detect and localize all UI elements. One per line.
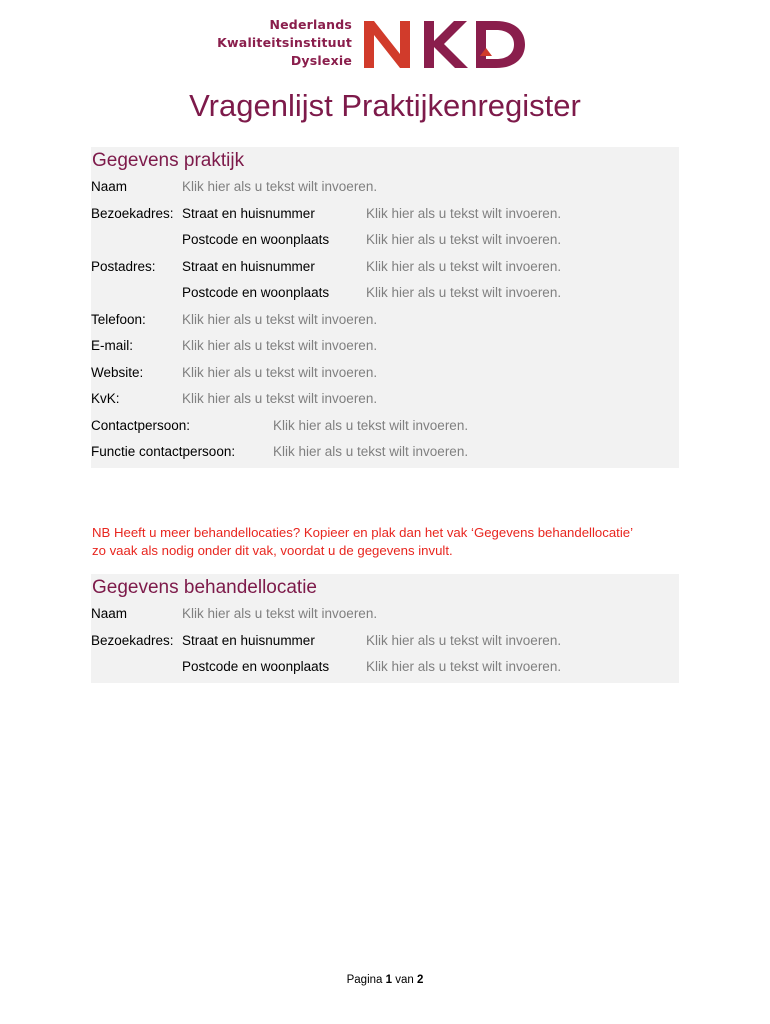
copy-notice (92, 524, 692, 560)
text-input-placeholder[interactable]: Klik hier als u tekst wilt invoeren. (366, 632, 562, 648)
field-label: E-mail: (91, 338, 134, 353)
notice-line: zo vaak als nodig onder dit vak, voordat u de gegevens invult. (92, 543, 453, 558)
text-input-placeholder[interactable]: Klik hier als u tekst wilt invoeren. (273, 417, 469, 433)
field-label: Bezoekadres: (91, 205, 174, 221)
logo-wordmark (217, 16, 352, 70)
form-row (91, 441, 679, 468)
field-label: Contactpersoon: (91, 417, 191, 433)
field-sublabel: Postcode en woonplaats (182, 232, 330, 247)
text-input-placeholder[interactable]: Klik hier als u tekst wilt invoeren. (182, 311, 378, 327)
form-row (91, 656, 679, 683)
field-label: Postadres: (91, 258, 156, 274)
text-input-placeholder[interactable]: Klik hier als u tekst wilt invoeren. (182, 364, 378, 380)
field-label: Naam (91, 179, 128, 194)
form-rows (91, 176, 679, 468)
field-label: Naam (91, 606, 128, 621)
section-heading: Gegevens behandellocatie (92, 577, 318, 598)
form-row (91, 630, 679, 657)
text-input-placeholder[interactable]: Klik hier als u tekst wilt invoeren. (182, 338, 378, 353)
text-input-placeholder[interactable]: Klik hier als u tekst wilt invoeren. (182, 606, 378, 621)
logo-line: Dyslexie (290, 53, 352, 68)
logo-line: Nederlands (269, 17, 352, 32)
notice-line: NB Heeft u meer behandellocaties? Kopieer en plak dan het vak ‘Gegevens behandellocatie’ (92, 525, 634, 540)
logo-line: Kwaliteitsinstituut (217, 35, 352, 50)
field-label: Bezoekadres: (91, 632, 174, 648)
page-title: Vragenlijst Praktijkenregister (189, 88, 581, 123)
text-input-placeholder[interactable]: Klik hier als u tekst wilt invoeren. (366, 659, 562, 674)
field-label: Functie contactpersoon: (91, 444, 236, 459)
nkd-logo-mark (362, 18, 528, 70)
form-row (91, 256, 679, 283)
field-sublabel: Straat en huisnummer (182, 258, 315, 274)
form-row (91, 603, 679, 630)
form-row (91, 176, 679, 203)
footer-current-page: 1 (385, 974, 393, 986)
nkd-logo (0, 14, 770, 74)
text-input-placeholder[interactable]: Klik hier als u tekst wilt invoeren. (182, 391, 378, 406)
field-sublabel: Postcode en woonplaats (182, 659, 330, 674)
field-label: Telefoon: (91, 311, 146, 327)
field-label: KvK: (91, 391, 120, 406)
section-gegevens-behandellocatie (91, 574, 679, 683)
footer-middle: van (395, 974, 414, 986)
field-sublabel: Straat en huisnummer (182, 205, 315, 221)
page-footer (0, 974, 770, 986)
form-row (91, 309, 679, 336)
field-sublabel: Postcode en woonplaats (182, 285, 330, 300)
form-row (91, 229, 679, 256)
form-row (91, 388, 679, 415)
text-input-placeholder[interactable]: Klik hier als u tekst wilt invoeren. (366, 232, 562, 247)
footer-total-pages: 2 (416, 974, 424, 986)
text-input-placeholder[interactable]: Klik hier als u tekst wilt invoeren. (366, 258, 562, 274)
text-input-placeholder[interactable]: Klik hier als u tekst wilt invoeren. (182, 179, 378, 194)
text-input-placeholder[interactable]: Klik hier als u tekst wilt invoeren. (273, 444, 469, 459)
footer-prefix: Pagina (346, 974, 383, 986)
text-input-placeholder[interactable]: Klik hier als u tekst wilt invoeren. (366, 205, 562, 221)
field-label: Website: (91, 364, 144, 380)
section-heading: Gegevens praktijk (92, 150, 245, 171)
form-row (91, 282, 679, 309)
form-row (91, 335, 679, 362)
form-row (91, 362, 679, 389)
form-rows (91, 603, 679, 683)
text-input-placeholder[interactable]: Klik hier als u tekst wilt invoeren. (366, 285, 562, 300)
section-gegevens-praktijk (91, 147, 679, 468)
form-row (91, 203, 679, 230)
field-sublabel: Straat en huisnummer (182, 632, 315, 648)
form-row (91, 415, 679, 442)
